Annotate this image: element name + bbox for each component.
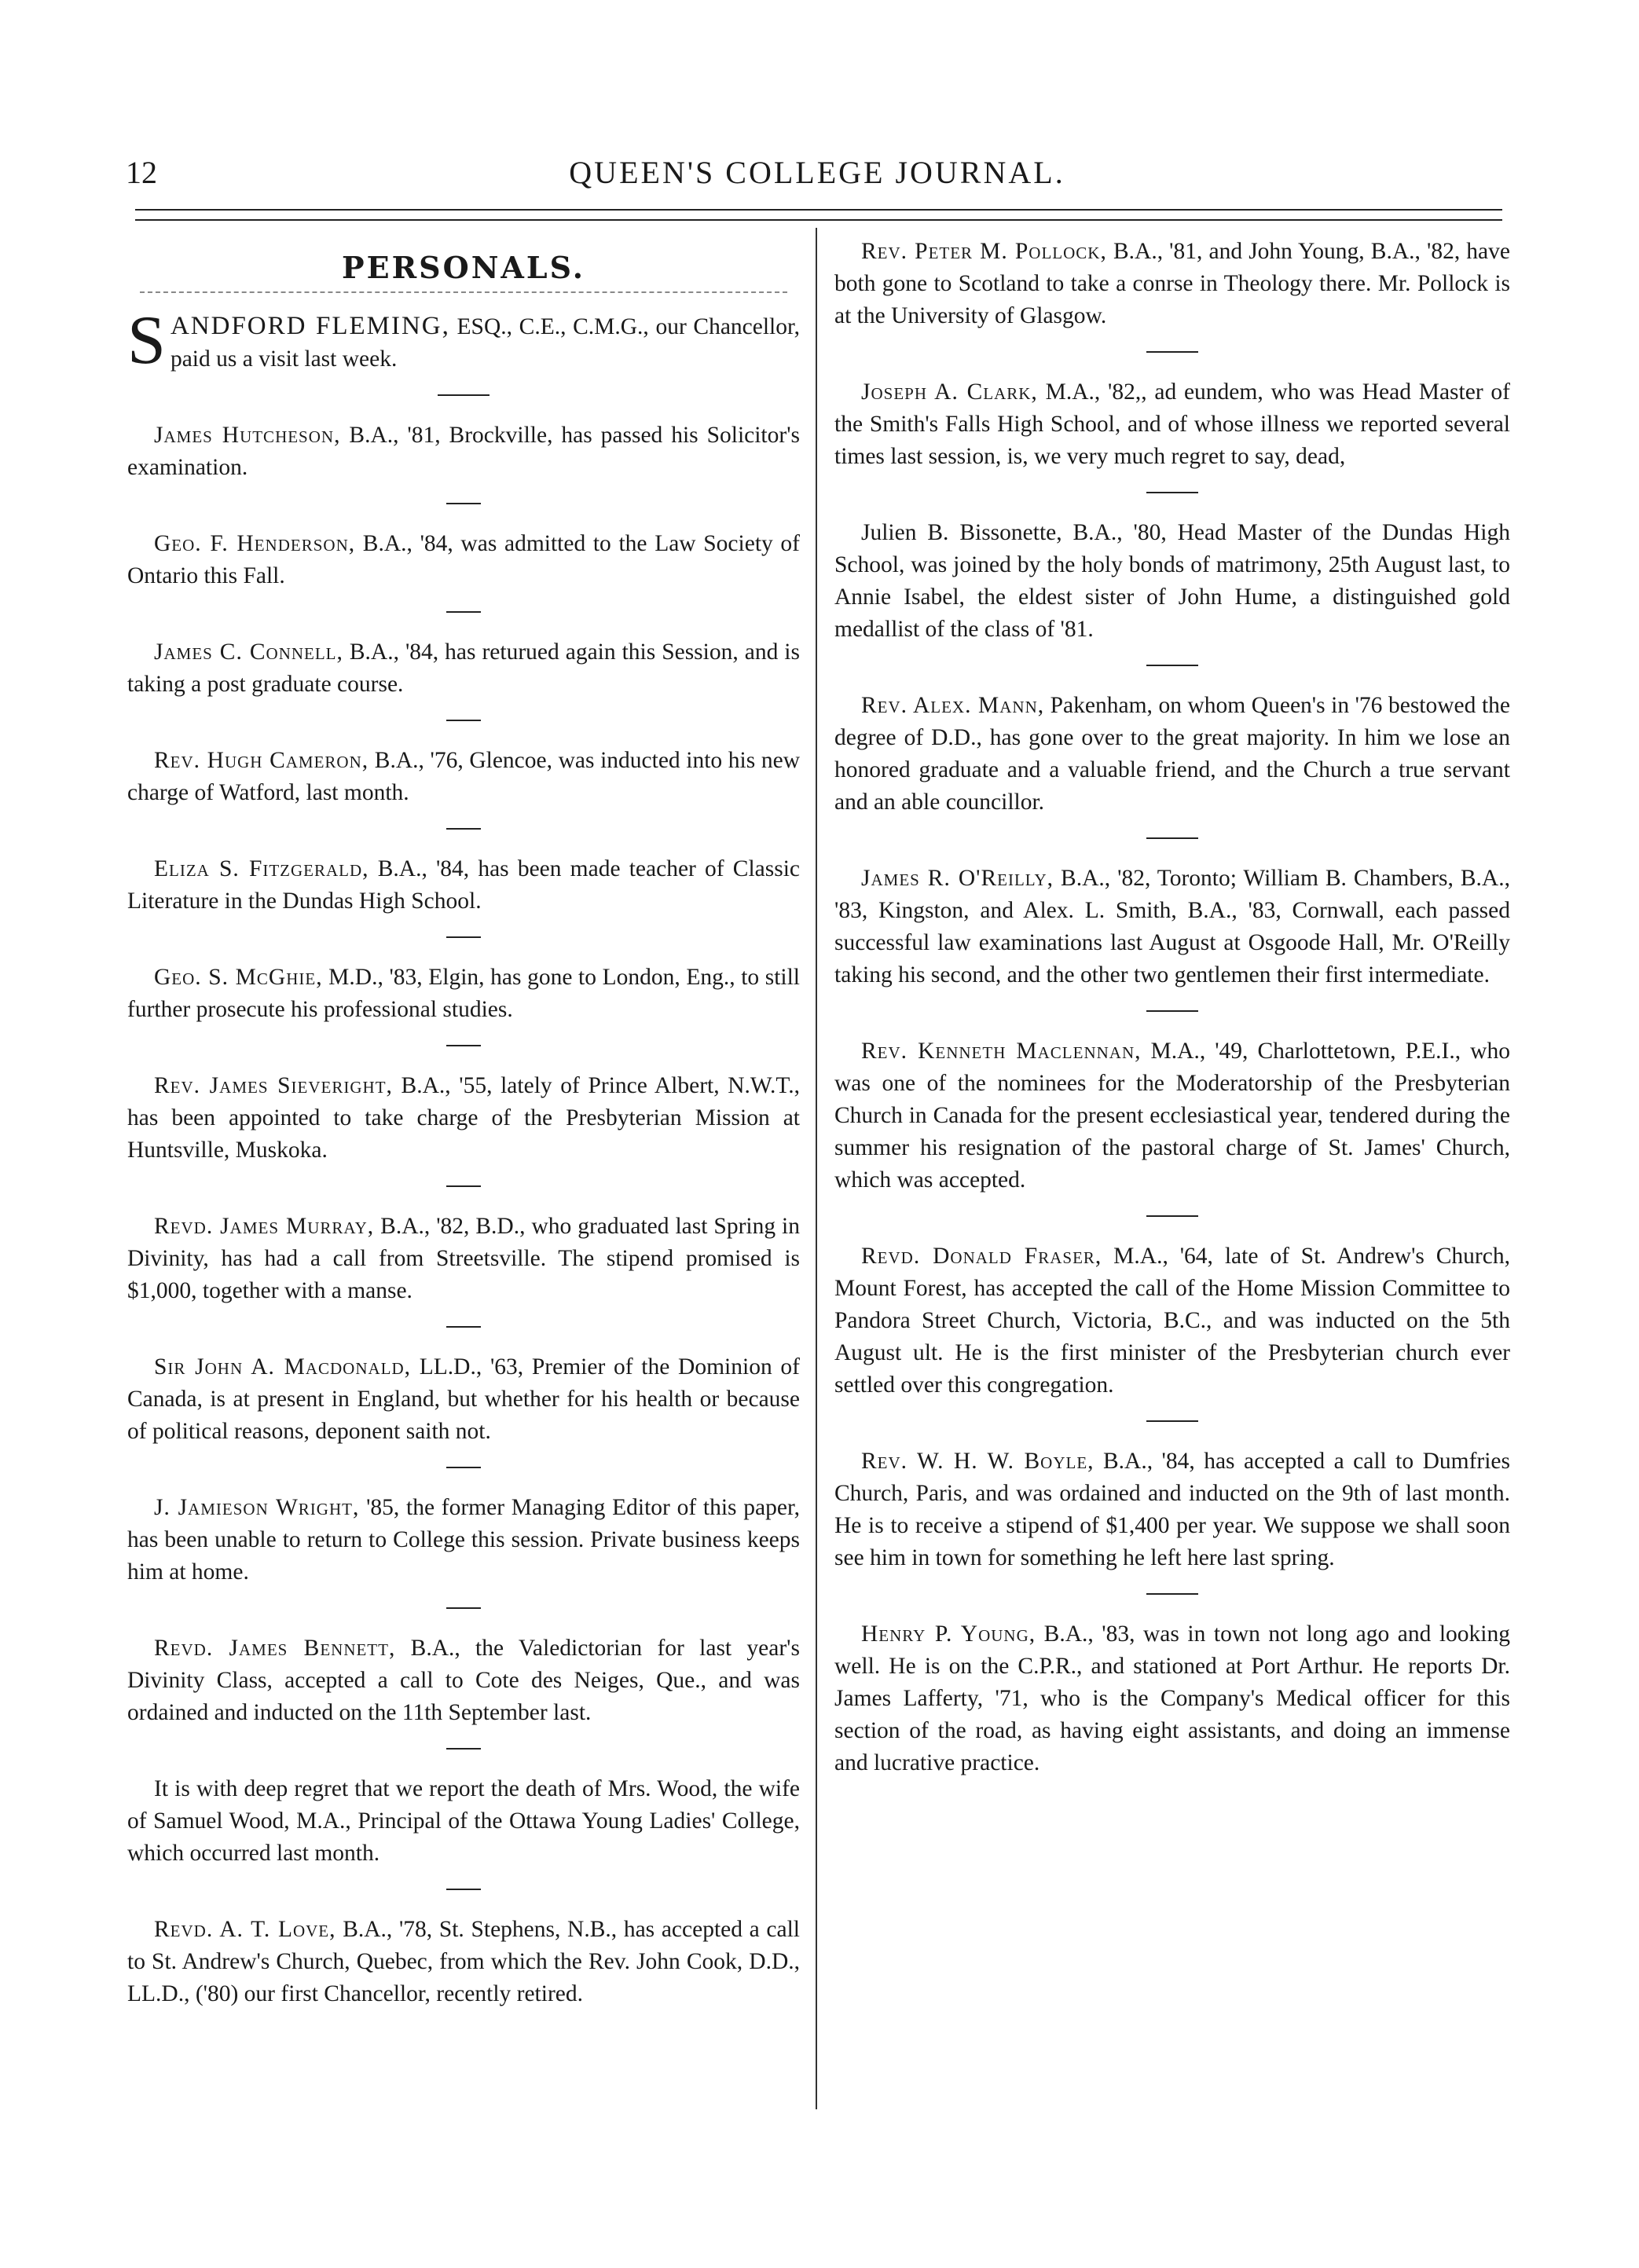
- item-separator: [1146, 1593, 1198, 1595]
- person-name: Geo. F. Henderson,: [154, 531, 356, 556]
- item-separator: [446, 720, 481, 721]
- personal-item: [127, 420, 800, 484]
- page-header: [126, 154, 1509, 201]
- person-name: Rev. Alex. Mann,: [861, 693, 1045, 718]
- item-text: M.A., '49, Charlottetown, P.E.I., who was one of the nominees for the Moderatorship of the Presbyterian Church in Canada for the present ecclesiastical year, tendered during the summer his resignation of the pastoral charge of St. James' Church, which was accepted.: [834, 1039, 1510, 1193]
- personal-item: [834, 517, 1510, 646]
- item-text: Julien B. Bissonette, B.A., '80, Head Master of the Dundas High School, was joined by the holy bonds of matrimony, 25th August last, to Annie Isabel, the eldest sister of John Hume, a distinguished gold medallist of the class of '81.: [834, 520, 1510, 642]
- item-text: M.A., '82,, ad eundem, who was Head Master of the Smith's Falls High School, and of whose illness we reported several times last session, is, we very much regret to say, dead,: [834, 379, 1510, 469]
- item-text: B.A., '84, was admitted to the Law Society of Ontario this Fall.: [127, 531, 801, 588]
- personal-item: [834, 1618, 1510, 1779]
- personal-item: [127, 853, 800, 918]
- item-text: B.A., '82, Toronto; William B. Chambers, B.A., '83, Kingston, and Alex. L. Smith, B.A., '83, Cornwall, each passed successful law examinations last August at Osgoode Hall, Mr. O'Reilly taking his second, and the other two gentlemen their first intermediate.: [834, 866, 1510, 987]
- personal-item: [127, 962, 800, 1026]
- lead-first-words: ANDFORD FLEMING,: [170, 312, 450, 340]
- item-text: B.A., the Valedictorian for last year's Divinity Class, accepted a call to Cote des Neiges, Que., and was ordained and inducted on the 11th September last.: [127, 1636, 800, 1725]
- personal-item: [127, 1632, 800, 1729]
- item-text: B.A., '76, Glencoe, was inducted into his new charge of Watford, last month.: [127, 748, 801, 805]
- personal-item: [127, 528, 800, 592]
- personal-item: [834, 236, 1510, 332]
- header-rule-bottom: [135, 219, 1502, 221]
- item-separator: [446, 503, 481, 504]
- person-name: Rev. Peter M. Pollock,: [861, 239, 1107, 264]
- item-separator: [1146, 1420, 1198, 1422]
- item-text: B.A., '83, was in town not long ago and looking well. He is on the C.P.R., and stationed at Port Arthur. He reports Dr. James Lafferty, '71, who is the Company's Medical officer for this section of the road, as having eight assistants, and doing an immense and lucrative practice.: [834, 1621, 1510, 1775]
- left-column: [127, 236, 800, 2010]
- person-name: James C. Connell,: [154, 639, 343, 665]
- person-name: Henry P. Young,: [861, 1621, 1036, 1647]
- personal-item: [834, 1035, 1510, 1196]
- personal-item: [834, 863, 1510, 991]
- personal-item: [834, 1240, 1510, 1401]
- item-separator: [446, 1889, 481, 1890]
- item-text: '85, the former Managing Editor of this paper, has been unable to return to College this session. Private business keeps him at home.: [127, 1495, 800, 1585]
- personal-item: [127, 1211, 800, 1307]
- item-separator: [1146, 351, 1198, 353]
- item-separator: [446, 1467, 481, 1468]
- item-separator: [1146, 665, 1198, 666]
- person-name: Rev. W. H. W. Boyle,: [861, 1449, 1094, 1474]
- item-text: B.A., '81, Brockville, has passed his Solicitor's examination.: [127, 423, 800, 480]
- personal-item: [834, 690, 1510, 819]
- item-text: B.A., '84, has been made teacher of Classic Literature in the Dundas High School.: [127, 856, 800, 914]
- person-name: Eliza S. Fitzgerald,: [154, 856, 369, 881]
- personal-item: [127, 1070, 800, 1167]
- item-separator: [438, 394, 490, 396]
- column-divider: [816, 228, 817, 2109]
- person-name: Revd. James Murray,: [154, 1214, 375, 1239]
- person-name: Revd. A. T. Love,: [154, 1917, 336, 1942]
- person-name: Geo. S. McGhie,: [154, 965, 323, 990]
- item-text: LL.D., '63, Premier of the Dominion of Canada, is at present in England, but whether for his health or because of political reasons, deponent saith not.: [127, 1354, 800, 1444]
- item-separator: [446, 1748, 481, 1750]
- person-name: James R. O'Reilly,: [861, 866, 1054, 891]
- person-name: J. Jamieson Wright,: [154, 1495, 360, 1520]
- person-name: Revd. Donald Fraser,: [861, 1244, 1102, 1269]
- personal-item: [127, 1492, 800, 1588]
- item-separator: [1146, 1215, 1198, 1217]
- header-rule-top: [135, 209, 1502, 211]
- journal-title: QUEEN'S COLLEGE JOURNAL.: [569, 155, 1065, 190]
- item-text: B.A., '84, has accepted a call to Dumfries Church, Paris, and was ordained and inducted on the 9th of last month. He is to receive a stipend of $1,400 per year. We suppose we shall soon see him in town for something he left here last spring.: [834, 1449, 1511, 1570]
- item-text: B.A., '78, St. Stephens, N.B., has accepted a call to St. Andrew's Church, Quebec, from which the Rev. John Cook, D.D., LL.D., ('80) our first Chancellor, recently retired.: [127, 1917, 800, 2006]
- item-separator: [446, 1045, 481, 1046]
- item-separator: [1146, 492, 1198, 493]
- right-column: [834, 236, 1510, 1779]
- personal-item: [127, 1914, 800, 2010]
- personal-item: [127, 1351, 800, 1448]
- page-number: 12: [126, 155, 157, 190]
- item-separator: [446, 828, 481, 830]
- item-separator: [1146, 1010, 1198, 1012]
- item-text: B.A., '81, and John Young, B.A., '82, have both gone to Scotland to take a conrse in Theology there. Mr. Pollock is at the University of Glasgow.: [834, 239, 1510, 328]
- person-name: Sir John A. Macdonald,: [154, 1354, 412, 1379]
- personal-item: [127, 1773, 800, 1870]
- personal-item: [834, 376, 1510, 473]
- personal-item: [127, 636, 800, 701]
- person-name: Revd. James Bennett,: [154, 1636, 396, 1661]
- personal-item: [834, 1445, 1510, 1574]
- person-name: Rev. Kenneth Maclennan,: [861, 1039, 1142, 1064]
- item-text: B.A., '84, has returued again this Session, and is taking a post graduate course.: [127, 639, 800, 697]
- item-text: B.A., '55, lately of Prince Albert, N.W.T., has been appointed to take charge of the Presbyterian Mission at Huntsville, Muskoka.: [127, 1073, 801, 1163]
- item-separator: [446, 1185, 481, 1187]
- person-name: James Hutcheson,: [154, 423, 341, 448]
- person-name: Joseph A. Clark,: [861, 379, 1038, 405]
- decorative-rule: [140, 291, 787, 293]
- item-separator: [1146, 837, 1198, 839]
- item-text: B.A., '82, B.D., who graduated last Spring in Divinity, has had a call from Streetsville. The stipend promised is $1,000, together with a manse.: [127, 1214, 801, 1303]
- item-separator: [446, 1326, 481, 1328]
- drop-cap: S: [127, 302, 166, 379]
- lead-paragraph: [127, 302, 801, 379]
- section-title: PERSONALS.: [342, 250, 585, 285]
- item-separator: [446, 936, 481, 938]
- item-separator: [446, 611, 481, 613]
- lead-text: ESQ., C.E., C.M.G., our Chancellor, paid us a visit last week.: [170, 314, 801, 372]
- item-text: It is with deep regret that we report the death of Mrs. Wood, the wife of Samuel Wood, M.A., Principal of the Ottawa Young Ladies' College, which occurred last month.: [127, 1776, 800, 1866]
- item-text: M.A., '64, late of St. Andrew's Church, Mount Forest, has accepted the call of the Home Mission Committee to Pandora Street Church, Victoria, B.C., and was inducted on the 5th August ult. He is the first minister of the Presbyterian church ever settled over this congregation.: [834, 1244, 1510, 1398]
- person-name: Rev. James Sieveright,: [154, 1073, 393, 1098]
- personal-item: [127, 745, 800, 809]
- item-separator: [446, 1607, 481, 1609]
- item-text: M.D., '83, Elgin, has gone to London, Eng., to still further prosecute his professional studies.: [127, 965, 801, 1022]
- person-name: Rev. Hugh Cameron,: [154, 748, 369, 773]
- item-text: Pakenham, on whom Queen's in '76 bestowed the degree of D.D., has gone over to the great majority. In him we lose an honored graduate and a valuable friend, and the Church a true servant and an able councillor.: [834, 693, 1510, 815]
